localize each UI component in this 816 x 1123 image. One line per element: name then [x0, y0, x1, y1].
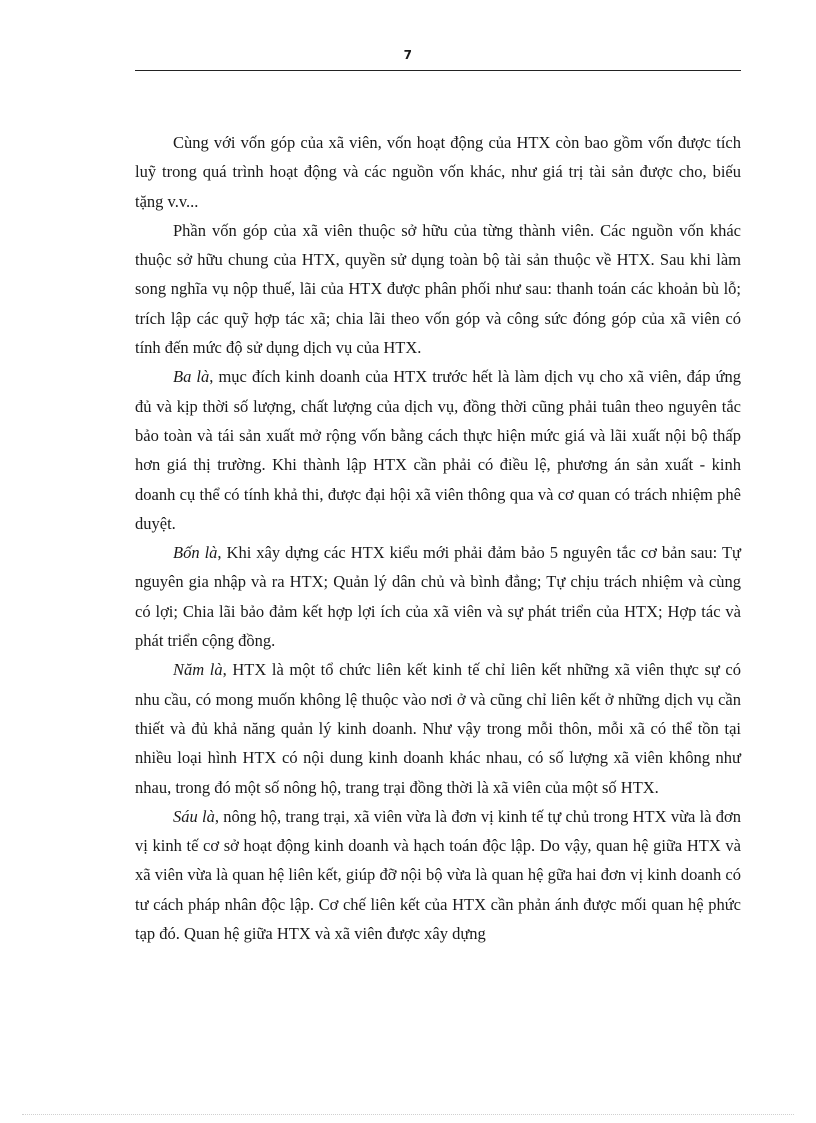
paragraph-5 [135, 655, 741, 801]
page-number: 7 [403, 48, 413, 62]
paragraph-4 [135, 538, 741, 655]
footer-divider [22, 1114, 794, 1115]
paragraph-text: , Khi xây dựng các HTX kiểu mới phải đảm bảo 5 nguyên tắc cơ bản sau: Tự nguyên gia nhập và ra HTX; Quản lý dân chủ và bình đẳng; Tự chịu trách nhiệm và cùng có lợi; Chia lãi bảo đảm kết hợp lợi ích của xã viên và sự phát triển của HTX; Hợp tác và phát triển cộng đồng. [135, 543, 741, 651]
document-body [135, 128, 741, 948]
paragraph-text: , HTX là một tổ chức liên kết kinh tế chỉ liên kết những xã viên thực sự có nhu cầu, có mong muốn không lệ thuộc vào nơi ở và cũng chỉ liên kết ở những dịch vụ cần thiết và đủ khả năng quản lý kinh doanh. Như vậy trong mỗi thôn, mỗi xã có thể tồn tại nhiều loại hình HTX có nội dung kinh doanh khác nhau, có số lượng xã viên không như nhau, trong đó một số nông hộ, trang trại đồng thời là xã viên của một số HTX. [135, 660, 741, 797]
paragraph-3 [135, 362, 741, 538]
paragraph-6 [135, 802, 741, 948]
paragraph-2 [135, 216, 741, 362]
paragraph-lead: Năm là [173, 660, 223, 680]
paragraph-lead: Ba là [173, 367, 210, 387]
paragraph-1 [135, 128, 741, 216]
paragraph-lead: Sáu là [173, 806, 215, 826]
paragraph-text: , mục đích kinh doanh của HTX trước hết là làm dịch vụ cho xã viên, đáp ứng đủ và kịp thời số lượng, chất lượng của dịch vụ, đồng thời cũng phải tuân theo nguyên tắc bảo toàn và tái sản xuất mở rộng vốn bằng cách thực hiện mức giá và lãi xuất nội bộ thấp hơn giá thị trường. Khi thành lập HTX cần phải có điều lệ, phương án sản xuất - kinh doanh cụ thể có tính khả thi, được đại hội xã viên thông qua và cơ quan có trách nhiệm phê duyệt. [135, 367, 741, 533]
paragraph-text: Cùng với vốn góp của xã viên, vốn hoạt động của HTX còn bao gồm vốn được tích luỹ trong quá trình hoạt động và các nguồn vốn khác, như giá trị tài sản được cho, biếu tặng v.v... [135, 133, 741, 211]
header-divider [135, 70, 741, 71]
paragraph-text: Phần vốn góp của xã viên thuộc sở hữu của từng thành viên. Các nguồn vốn khác thuộc sở hữu chung của HTX, quyền sử dụng toàn bộ tài sản thuộc về HTX. Sau khi làm song nghĩa vụ nộp thuế, lãi của HTX được phân phối như sau: thanh toán các khoản bù lỗ; trích lập các quỹ hợp tác xã; chia lãi theo vốn góp và công sức đóng góp của xã viên có tính đến mức độ sử dụng dịch vụ của HTX. [135, 220, 741, 358]
paragraph-lead: Bốn là [173, 543, 218, 563]
paragraph-text: , nông hộ, trang trại, xã viên vừa là đơn vị kinh tế tự chủ trong HTX vừa là đơn vị kinh tế cơ sở hoạt động kinh doanh và hạch toán độc lập. Do vậy, quan hệ giữa HTX và xã viên vừa là quan hệ liên kết, giúp đỡ nội bộ vừa là quan hệ gữa hai đơn vị kinh doanh có tư cách pháp nhân độc lập. Cơ chế liên kết của HTX cần phản ánh được mối quan hệ phức tạp đó. Quan hệ giữa HTX và xã viên được xây dựng [135, 806, 741, 944]
